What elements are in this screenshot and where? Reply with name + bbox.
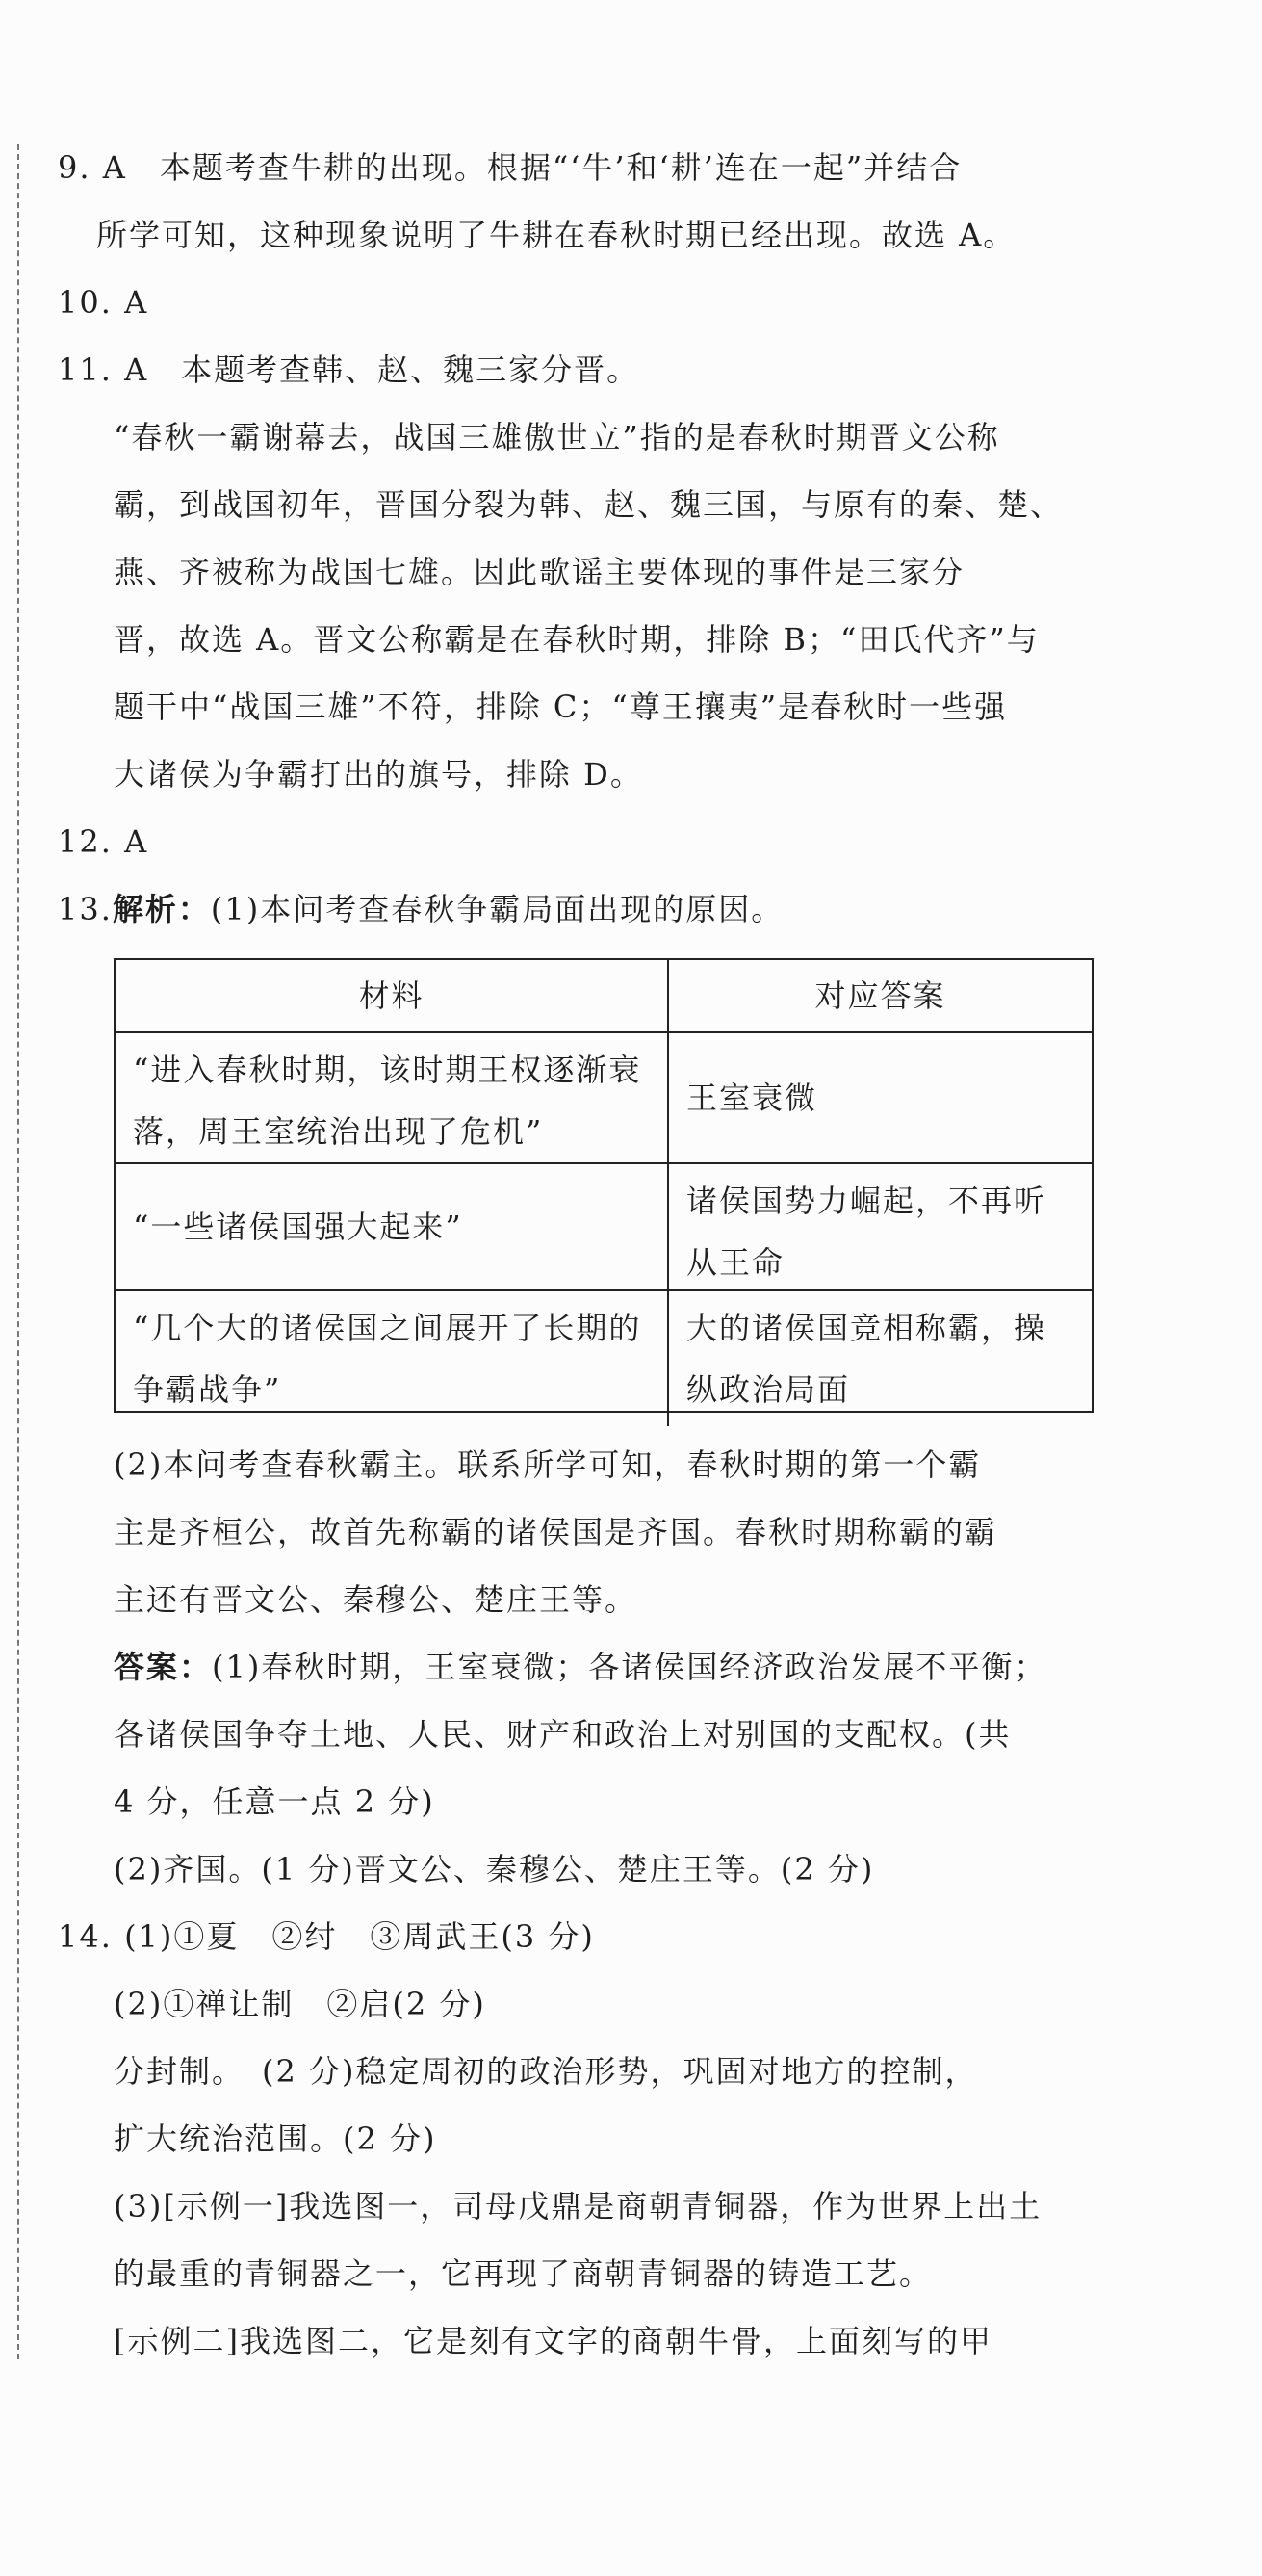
q14-line-1: 14. (1)①夏 ②纣 ③周武王(3 分) xyxy=(58,1918,595,1955)
q14-line-3: 分封制。 (2 分)稳定周初的政治形势，巩固对地方的控制， xyxy=(114,2053,978,2090)
q13-text: (1)本问考查春秋争霸局面出现的原因。 xyxy=(210,891,785,927)
table-cell-answer: 王室衰微 xyxy=(669,1033,1092,1164)
q13-part2-line-2: 主是齐桓公，故首先称霸的诸侯国是齐国。春秋时期称霸的霸 xyxy=(114,1514,998,1550)
q13-line xyxy=(58,886,784,932)
answer-line-4: (2)齐国。(1 分)晋文公、秦穆公、楚庄王等。(2 分) xyxy=(114,1851,875,1887)
binding-margin-dashed-line xyxy=(17,144,19,2359)
q11-line-4: 燕、齐被称为战国七雄。因此歌谣主要体现的事件是三家分 xyxy=(114,554,966,590)
answer-line-1 xyxy=(114,1644,1046,1690)
q14-line-4: 扩大统治范围。(2 分) xyxy=(114,2121,437,2157)
q12-line: 12. A xyxy=(58,823,149,860)
q14-line-5: (3)[示例一]我选图一，司母戊鼎是商朝青铜器，作为世界上出土 xyxy=(114,2188,1043,2225)
table-cell-material: “一些诸侯国强大起来” xyxy=(116,1164,669,1291)
table-cell-material: “几个大的诸侯国之间展开了长期的争霸战争” xyxy=(116,1291,669,1426)
answer-line-2: 各诸侯国争夺土地、人民、财产和政治上对别国的支配权。(共 xyxy=(114,1716,1012,1753)
q11-line-1: 11. A 本题考查韩、赵、魏三家分晋。 xyxy=(58,351,640,388)
q10-line: 10. A xyxy=(58,284,149,321)
table-cell-material: “进入春秋时期，该时期王权逐渐衰落，周王室统治出现了危机” xyxy=(116,1033,669,1164)
q9-line-1: 9. A 本题考查牛耕的出现。根据“‘牛’和‘耕’连在一起”并结合 xyxy=(58,149,963,186)
q13-part2-line-1: (2)本问考查春秋霸主。联系所学可知，春秋时期的第一个霸 xyxy=(114,1446,982,1483)
q11-line-6: 题干中“战国三雄”不符，排除 C；“尊王攘夷”是春秋时一些强 xyxy=(114,689,1008,725)
q13-part2-line-3: 主还有晋文公、秦穆公、楚庄王等。 xyxy=(114,1581,638,1618)
table-cell-answer: 诸侯国势力崛起，不再听从王命 xyxy=(669,1164,1092,1291)
q11-line-3: 霸，到战国初年，晋国分裂为韩、赵、魏三国，与原有的秦、楚、 xyxy=(114,486,1064,523)
q13-number: 13. xyxy=(58,891,113,927)
q13-analysis-label: 解析： xyxy=(112,891,211,927)
q14-line-2: (2)①禅让制 ②启(2 分) xyxy=(114,1986,486,2022)
answer-label: 答案： xyxy=(114,1649,213,1685)
q9-line-2: 所学可知，这种现象说明了牛耕在春秋时期已经出现。故选 A。 xyxy=(96,217,1017,253)
table-header-answer: 对应答案 xyxy=(669,960,1092,1033)
answer-line-3: 4 分，任意一点 2 分) xyxy=(114,1783,435,1820)
q11-line-5: 晋，故选 A。晋文公称霸是在春秋时期，排除 B；“田氏代齐”与 xyxy=(114,621,1040,658)
answer-text: (1)春秋时期，王室衰微；各诸侯国经济政治发展不平衡； xyxy=(212,1649,1047,1685)
table-header-material: 材料 xyxy=(116,960,669,1033)
q11-line-7: 大诸侯为争霸打出的旗号，排除 D。 xyxy=(114,756,643,793)
q11-line-2: “春秋一霸谢幕去，战国三雄傲世立”指的是春秋时期晋文公称 xyxy=(114,419,1000,455)
answer-table xyxy=(114,958,1094,1413)
q14-line-7: [示例二]我选图二，它是刻有文字的商朝牛骨，上面刻写的甲 xyxy=(114,2323,992,2359)
q14-line-6: 的最重的青铜器之一，它再现了商朝青铜器的铸造工艺。 xyxy=(114,2255,933,2292)
table-cell-answer: 大的诸侯国竞相称霸，操纵政治局面 xyxy=(686,1310,1047,1408)
